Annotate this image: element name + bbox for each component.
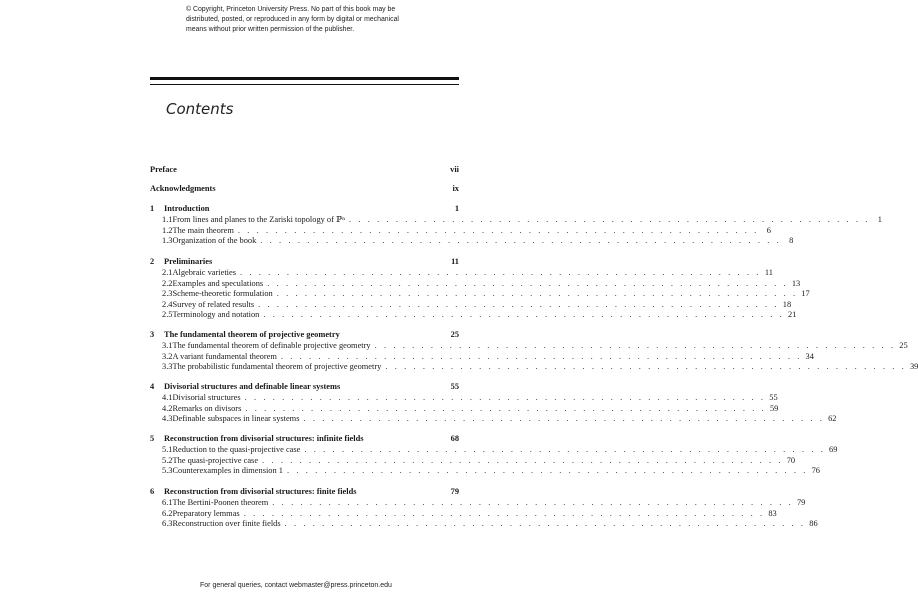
section-entry: [150, 465, 820, 476]
chapter-number: 6: [150, 487, 155, 496]
chapter-number: 1: [150, 204, 155, 213]
section-title: Counterexamples in dimension 1: [172, 466, 283, 476]
section-number: 6.2: [162, 508, 173, 518]
page-title: Contents: [166, 100, 234, 118]
section-number: 3.1: [162, 341, 173, 350]
section-number: 4.2: [162, 403, 173, 413]
dot-leader: . . . . . . . . . . . . . . . . . . . . . . . . . . . . . . . . . . . . . . . . . . . . . . . . . . . . . . . .: [262, 455, 784, 465]
chapter-page-number: ix: [452, 184, 459, 193]
section-page-number: 70: [786, 455, 796, 465]
section-number: 4.1: [162, 393, 173, 402]
section-page-number: 8: [789, 236, 794, 246]
section-entry: [150, 225, 771, 236]
section-entry: [150, 267, 773, 278]
front-matter-entry: [150, 164, 459, 175]
section-page-number: 6: [766, 225, 771, 235]
section-number: 1.1: [162, 215, 173, 224]
section-number: 2.1: [162, 268, 173, 277]
chapter-page-number: 55: [450, 382, 459, 391]
chapter-number: 4: [150, 382, 155, 391]
chapter-title: Reconstruction from divisorial structures: infinite fields: [164, 434, 364, 443]
dot-leader: . . . . . . . . . . . . . . . . . . . . . . . . . . . . . . . . . . . . . . . . . . . . . . . . . . . . . . . .: [260, 236, 782, 246]
chapter-title: Divisorial structures and definable linear systems: [164, 382, 341, 391]
section-page-number: 21: [787, 310, 797, 320]
section-entry: [150, 214, 882, 225]
front-matter-entry: [150, 183, 459, 194]
section-entry: [150, 309, 797, 320]
section-page-number: 25: [899, 341, 908, 350]
section-page-number: 17: [801, 289, 810, 299]
chapter-page-number: 79: [450, 487, 459, 496]
section-number: 3.3: [162, 362, 173, 372]
dot-leader: . . . . . . . . . . . . . . . . . . . . . . . . . . . . . . . . . . . . . . . . . . . . . . . . . . . . . . . .: [280, 351, 802, 361]
section-title: From lines and planes to the Zariski topology of ℙⁿ: [172, 215, 345, 224]
section-entry: [150, 299, 792, 310]
section-entry: [150, 413, 837, 424]
section-title: The quasi-projective case: [172, 455, 259, 465]
section-title: Survey of related results: [172, 299, 255, 309]
section-title: The main theorem: [172, 225, 234, 235]
section-title: Algebraic varieties: [172, 268, 236, 277]
dot-leader: . . . . . . . . . . . . . . . . . . . . . . . . . . . . . . . . . . . . . . . . . . . . . . . . . . . . . . . .: [348, 215, 870, 224]
section-number: 3.2: [162, 351, 173, 361]
section-entry: [150, 444, 838, 455]
dot-leader: . . . . . . . . . . . . . . . . . . . . . . . . . . . . . . . . . . . . . . . . . . . . . . . . . . . . . . . .: [244, 393, 766, 402]
copyright-line: © Copyright, Princeton University Press. No part of this book may be: [186, 6, 396, 13]
chapter-title: The fundamental theorem of projective geometry: [164, 330, 340, 339]
section-entry: [150, 288, 810, 299]
section-page-number: 62: [828, 414, 837, 424]
section-entry: [150, 235, 794, 246]
section-entry: [150, 392, 778, 403]
section-title: The probabilistic fundamental theorem of projective geometry: [172, 362, 382, 372]
chapter-number: 5: [150, 434, 155, 443]
dot-leader: . . . . . . . . . . . . . . . . . . . . . . . . . . . . . . . . . . . . . . . . . . . . . . . . . . . . . . . .: [304, 445, 826, 454]
section-number: 2.2: [162, 278, 173, 288]
dot-leader: . . . . . . . . . . . . . . . . . . . . . . . . . . . . . . . . . . . . . . . . . . . . . . . . . . . . . . . .: [374, 341, 896, 350]
chapter-entry: [150, 381, 459, 392]
section-page-number: 55: [769, 393, 778, 402]
section-page-number: 1: [877, 215, 882, 224]
chapter-page-number: 25: [450, 330, 459, 339]
section-entry: [150, 508, 777, 519]
dot-leader: . . . . . . . . . . . . . . . . . . . . . . . . . . . . . . . . . . . . . . . . . . . . . . . . . . . . . . . .: [303, 414, 825, 424]
section-title: Terminology and notation: [172, 310, 260, 320]
chapter-page-number: 11: [451, 257, 459, 266]
chapter-page-number: 68: [450, 434, 459, 443]
dot-leader: . . . . . . . . . . . . . . . . . . . . . . . . . . . . . . . . . . . . . . . . . . . . . . . . . . . . . . . .: [245, 403, 767, 413]
section-title: The Bertini-Poonen theorem: [172, 498, 269, 507]
chapter-number: 2: [150, 257, 155, 266]
section-page-number: 18: [782, 299, 792, 309]
dot-leader: . . . . . . . . . . . . . . . . . . . . . . . . . . . . . . . . . . . . . . . . . . . . . . . . . . . . . . . .: [272, 498, 794, 507]
section-page-number: 11: [764, 268, 773, 277]
dot-leader: . . . . . . . . . . . . . . . . . . . . . . . . . . . . . . . . . . . . . . . . . . . . . . . . . . . . . . . .: [267, 278, 789, 288]
chapter-title: Introduction: [164, 204, 210, 213]
section-title: A variant fundamental theorem: [172, 351, 277, 361]
chapter-page-number: 1: [454, 204, 459, 213]
section-entry: [150, 518, 818, 529]
section-entry: [150, 351, 814, 362]
dot-leader: . . . . . . . . . . . . . . . . . . . . . . . . . . . . . . . . . . . . . . . . . . . . . . . . . . . . . . . .: [243, 508, 765, 518]
section-entry: [150, 455, 796, 466]
section-title: Examples and speculations: [172, 278, 264, 288]
dot-leader: . . . . . . . . . . . . . . . . . . . . . . . . . . . . . . . . . . . . . . . . . . . . . . . . . . . . . . . .: [284, 519, 806, 529]
section-page-number: 69: [829, 445, 838, 454]
section-entry: [150, 497, 806, 508]
section-number: 5.1: [162, 445, 173, 454]
chapter-entry: [150, 256, 459, 267]
section-number: 1.2: [162, 225, 173, 235]
section-title: Definable subspaces in linear systems: [172, 414, 300, 424]
dot-leader: . . . . . . . . . . . . . . . . . . . . . . . . . . . . . . . . . . . . . . . . . . . . . . . . . . . . . . . .: [239, 268, 761, 277]
section-title: The fundamental theorem of definable projective geometry: [172, 341, 371, 350]
section-page-number: 76: [811, 466, 820, 476]
section-title: Organization of the book: [172, 236, 257, 246]
chapter-title: Preliminaries: [164, 257, 213, 266]
dot-leader: . . . . . . . . . . . . . . . . . . . . . . . . . . . . . . . . . . . . . . . . . . . . . . . . . . . . . . . .: [263, 310, 785, 320]
section-page-number: 13: [791, 278, 801, 288]
chapter-entry: [150, 486, 459, 497]
section-number: 4.3: [162, 414, 173, 424]
section-number: 1.3: [162, 236, 173, 246]
dot-leader: . . . . . . . . . . . . . . . . . . . . . . . . . . . . . . . . . . . . . . . . . . . . . . . . . . . . . . . .: [258, 299, 780, 309]
dot-leader: . . . . . . . . . . . . . . . . . . . . . . . . . . . . . . . . . . . . . . . . . . . . . . . . . . . . . . . .: [385, 362, 907, 372]
chapter-entry: [150, 433, 459, 444]
section-page-number: 79: [796, 498, 806, 507]
section-number: 6.1: [162, 498, 173, 507]
section-number: 5.2: [162, 455, 173, 465]
section-number: 5.3: [162, 466, 173, 476]
section-entry: [150, 361, 918, 372]
chapter-entry: [150, 329, 459, 340]
section-entry: [150, 278, 801, 289]
chapter-number: 3: [150, 330, 155, 339]
section-entry: [150, 403, 779, 414]
section-page-number: 83: [768, 508, 777, 518]
chapter-entry: [150, 203, 459, 214]
chapter-title: Reconstruction from divisorial structures: finite fields: [164, 487, 357, 496]
section-title: Reduction to the quasi-projective case: [172, 445, 301, 454]
section-title: Remarks on divisors: [172, 403, 242, 413]
dot-leader: . . . . . . . . . . . . . . . . . . . . . . . . . . . . . . . . . . . . . . . . . . . . . . . . . . . . . . . .: [276, 289, 798, 299]
section-number: 2.4: [162, 299, 173, 309]
copyright-notice: [186, 5, 426, 35]
dot-leader: . . . . . . . . . . . . . . . . . . . . . . . . . . . . . . . . . . . . . . . . . . . . . . . . . . . . . . . .: [286, 466, 808, 476]
section-title: Preparatory lemmas: [172, 508, 240, 518]
copyright-line: distributed, posted, or reproduced in any form by digital or mechanical: [186, 16, 399, 23]
top-rule-thick: [150, 77, 459, 80]
section-page-number: 86: [809, 519, 818, 529]
top-rule-thin: [150, 84, 459, 85]
copyright-line: means without prior written permission of the publisher.: [186, 26, 355, 33]
section-title: Reconstruction over finite fields: [172, 519, 281, 529]
section-page-number: 39: [909, 362, 918, 372]
section-page-number: 59: [769, 403, 779, 413]
chapter-page-number: vii: [450, 165, 459, 174]
section-number: 2.3: [162, 289, 173, 299]
section-title: Scheme-theoretic formulation: [172, 289, 273, 299]
section-number: 2.5: [162, 310, 173, 320]
footer-contact: For general queries, contact webmaster@press.princeton.edu: [200, 582, 392, 589]
section-page-number: 34: [805, 351, 814, 361]
chapter-title: Preface: [150, 165, 177, 174]
section-entry: [150, 340, 908, 351]
dot-leader: . . . . . . . . . . . . . . . . . . . . . . . . . . . . . . . . . . . . . . . . . . . . . . . . . . . . . . . .: [237, 225, 759, 235]
section-title: Divisorial structures: [172, 393, 241, 402]
chapter-title: Acknowledgments: [150, 184, 216, 193]
section-number: 6.3: [162, 519, 173, 529]
